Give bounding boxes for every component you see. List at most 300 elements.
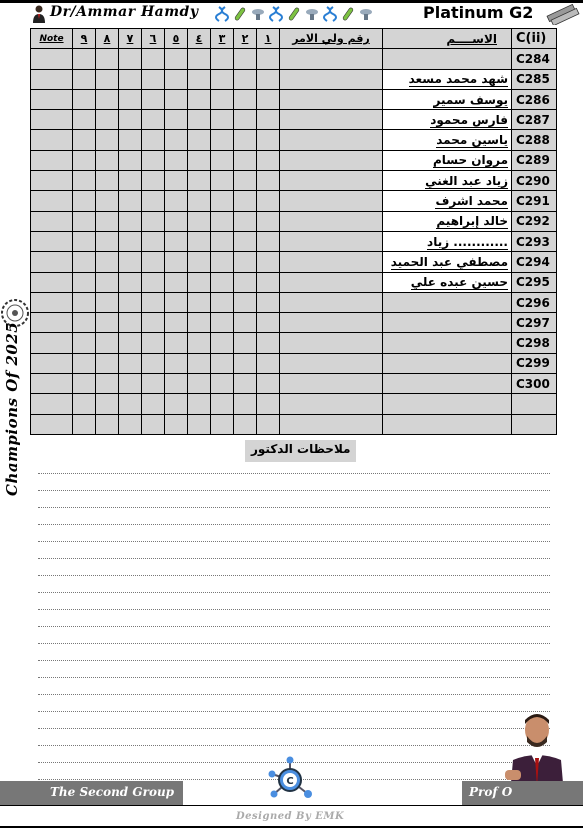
note-cell[interactable] — [31, 171, 73, 191]
lesson-cell[interactable] — [257, 252, 280, 272]
lesson-cell[interactable] — [234, 394, 257, 414]
note-line[interactable] — [38, 745, 550, 746]
student-name-cell[interactable] — [383, 333, 512, 353]
table-row — [31, 353, 557, 373]
lesson-cell[interactable] — [96, 231, 119, 251]
lesson-cell[interactable] — [211, 110, 234, 130]
lesson-cell[interactable] — [188, 414, 211, 434]
student-name-cell — [383, 211, 512, 231]
parent-phone-cell[interactable] — [280, 292, 383, 312]
lesson-cell[interactable] — [73, 313, 96, 333]
lesson-cell[interactable] — [142, 211, 165, 231]
parent-phone-cell[interactable] — [280, 191, 383, 211]
student-name-cell — [383, 150, 512, 170]
lesson-cell[interactable] — [188, 292, 211, 312]
lesson-cell[interactable] — [211, 69, 234, 89]
lesson-cell[interactable] — [257, 353, 280, 373]
lesson-cell[interactable] — [73, 89, 96, 109]
lesson-cell[interactable] — [257, 211, 280, 231]
lesson-cell[interactable] — [73, 414, 96, 434]
lesson-cell[interactable] — [119, 414, 142, 434]
lesson-cell[interactable] — [257, 110, 280, 130]
lesson-cell[interactable] — [234, 191, 257, 211]
lesson-cell[interactable] — [234, 292, 257, 312]
parent-phone-cell[interactable] — [280, 69, 383, 89]
attendance-table — [30, 28, 555, 435]
parent-phone-cell[interactable] — [280, 272, 383, 292]
lesson-cell[interactable] — [188, 89, 211, 109]
lesson-cell[interactable] — [96, 252, 119, 272]
lesson-cell[interactable] — [188, 231, 211, 251]
lesson-cell[interactable] — [165, 414, 188, 434]
table-header-row — [31, 29, 557, 49]
lesson-cell[interactable] — [234, 171, 257, 191]
lesson-cell[interactable] — [234, 414, 257, 434]
lesson-cell[interactable] — [257, 231, 280, 251]
lesson-cell[interactable] — [234, 49, 257, 69]
test-tube-icon — [341, 6, 355, 22]
note-cell[interactable] — [31, 272, 73, 292]
lesson-cell[interactable] — [165, 252, 188, 272]
note-cell[interactable] — [31, 231, 73, 251]
lesson-cell[interactable] — [96, 292, 119, 312]
note-line[interactable] — [38, 507, 550, 508]
student-code-cell: C294 — [512, 252, 557, 272]
note-line[interactable] — [38, 660, 550, 661]
lesson-cell[interactable] — [211, 414, 234, 434]
bottom-rule — [0, 826, 583, 828]
parent-phone-cell[interactable] — [280, 89, 383, 109]
table-row — [31, 231, 557, 251]
lesson-cell[interactable] — [142, 49, 165, 69]
lesson-cell[interactable] — [234, 272, 257, 292]
lesson-cell[interactable] — [211, 374, 234, 394]
note-cell[interactable] — [31, 110, 73, 130]
footer-rule — [0, 805, 583, 806]
lesson-cell[interactable] — [188, 313, 211, 333]
lesson-cell[interactable] — [96, 333, 119, 353]
lesson-cell[interactable] — [211, 292, 234, 312]
table-row — [31, 292, 557, 312]
lesson-cell[interactable] — [188, 211, 211, 231]
lesson-cell[interactable] — [96, 313, 119, 333]
lesson-cell[interactable] — [73, 394, 96, 414]
lesson-cell[interactable] — [73, 191, 96, 211]
lesson-cell[interactable] — [165, 110, 188, 130]
lesson-cell[interactable] — [142, 89, 165, 109]
lesson-cell[interactable] — [257, 414, 280, 434]
lesson-cell[interactable] — [188, 272, 211, 292]
col-header-lesson: ١ — [257, 29, 280, 49]
parent-phone-cell[interactable] — [280, 130, 383, 150]
lesson-cell[interactable] — [142, 110, 165, 130]
note-line[interactable] — [38, 609, 550, 610]
lesson-cell[interactable] — [257, 171, 280, 191]
lesson-cell[interactable] — [73, 69, 96, 89]
note-line[interactable] — [38, 558, 550, 559]
lesson-cell[interactable] — [96, 49, 119, 69]
lesson-cell[interactable] — [257, 394, 280, 414]
student-code-cell: C288 — [512, 130, 557, 150]
student-code-cell: C297 — [512, 313, 557, 333]
lesson-cell[interactable] — [142, 69, 165, 89]
note-cell[interactable] — [31, 292, 73, 312]
lesson-cell[interactable] — [73, 49, 96, 69]
lesson-cell[interactable] — [96, 272, 119, 292]
lesson-cell[interactable] — [211, 252, 234, 272]
lesson-cell[interactable] — [96, 191, 119, 211]
lesson-cell[interactable] — [142, 191, 165, 211]
note-cell[interactable] — [31, 313, 73, 333]
lesson-cell[interactable] — [119, 333, 142, 353]
lesson-cell[interactable] — [165, 231, 188, 251]
lesson-cell[interactable] — [211, 171, 234, 191]
col-header-lesson: ٤ — [188, 29, 211, 49]
student-code-cell — [512, 414, 557, 434]
lesson-cell[interactable] — [119, 110, 142, 130]
lesson-cell[interactable] — [142, 374, 165, 394]
lesson-cell[interactable] — [257, 272, 280, 292]
lesson-cell[interactable] — [119, 211, 142, 231]
student-name-cell — [383, 231, 512, 251]
lesson-cell[interactable] — [211, 333, 234, 353]
lesson-cell[interactable] — [119, 292, 142, 312]
note-cell[interactable] — [31, 374, 73, 394]
col-header-parent-phone: رقم ولي الامر — [280, 29, 383, 49]
lesson-cell[interactable] — [234, 231, 257, 251]
student-name-cell[interactable] — [383, 353, 512, 373]
note-line[interactable] — [38, 490, 550, 491]
student-code-cell: C300 — [512, 374, 557, 394]
lesson-cell[interactable] — [188, 69, 211, 89]
lesson-cell[interactable] — [188, 394, 211, 414]
lesson-cell[interactable] — [257, 49, 280, 69]
student-name-cell — [383, 130, 512, 150]
lesson-cell[interactable] — [165, 394, 188, 414]
lesson-cell[interactable] — [188, 150, 211, 170]
student-code-cell: C285 — [512, 69, 557, 89]
footer-right-label: Prof O — [469, 785, 513, 799]
lesson-cell[interactable] — [211, 353, 234, 373]
lesson-cell[interactable] — [119, 171, 142, 191]
note-cell[interactable] — [31, 394, 73, 414]
lesson-cell[interactable] — [257, 150, 280, 170]
table-row — [31, 313, 557, 333]
lesson-cell[interactable] — [119, 191, 142, 211]
lesson-cell[interactable] — [165, 292, 188, 312]
lesson-cell[interactable] — [119, 130, 142, 150]
lesson-cell[interactable] — [96, 171, 119, 191]
note-line[interactable] — [38, 728, 550, 729]
col-header-lesson: ٦ — [142, 29, 165, 49]
lesson-cell[interactable] — [73, 171, 96, 191]
student-name: زياد عبد الغني — [425, 173, 508, 188]
lesson-cell[interactable] — [257, 313, 280, 333]
lesson-cell[interactable] — [73, 333, 96, 353]
lesson-cell[interactable] — [119, 252, 142, 272]
lesson-cell[interactable] — [188, 333, 211, 353]
molecule-logo-icon — [262, 754, 322, 806]
parent-phone-cell[interactable] — [280, 374, 383, 394]
note-line[interactable] — [38, 643, 550, 644]
lesson-cell[interactable] — [96, 353, 119, 373]
lesson-cell[interactable] — [119, 353, 142, 373]
lesson-cell[interactable] — [234, 333, 257, 353]
note-line[interactable] — [38, 575, 550, 576]
table-row — [31, 211, 557, 231]
lesson-cell[interactable] — [73, 231, 96, 251]
note-cell[interactable] — [31, 89, 73, 109]
lesson-cell[interactable] — [73, 130, 96, 150]
lesson-cell[interactable] — [165, 313, 188, 333]
lesson-cell[interactable] — [234, 110, 257, 130]
lesson-cell[interactable] — [165, 130, 188, 150]
note-line[interactable] — [38, 473, 550, 474]
parent-phone-cell[interactable] — [280, 171, 383, 191]
lesson-cell[interactable] — [119, 150, 142, 170]
lesson-cell[interactable] — [119, 374, 142, 394]
note-cell[interactable] — [31, 211, 73, 231]
lesson-cell[interactable] — [119, 69, 142, 89]
lesson-cell[interactable] — [96, 69, 119, 89]
lesson-cell[interactable] — [96, 89, 119, 109]
lesson-cell[interactable] — [211, 49, 234, 69]
footer-left-label: The Second Group — [50, 785, 175, 799]
col-header-lesson: ٢ — [234, 29, 257, 49]
lesson-cell[interactable] — [234, 89, 257, 109]
lesson-cell[interactable] — [234, 150, 257, 170]
table-row — [31, 110, 557, 130]
lesson-cell[interactable] — [142, 272, 165, 292]
note-cell[interactable] — [31, 191, 73, 211]
lesson-cell[interactable] — [234, 130, 257, 150]
note-cell[interactable] — [31, 353, 73, 373]
note-cell[interactable] — [31, 252, 73, 272]
student-name-cell[interactable] — [383, 394, 512, 414]
lesson-cell[interactable] — [211, 211, 234, 231]
note-line[interactable] — [38, 711, 550, 712]
table-row — [31, 191, 557, 211]
lesson-cell[interactable] — [165, 353, 188, 373]
student-code-cell: C296 — [512, 292, 557, 312]
lesson-cell[interactable] — [257, 69, 280, 89]
lesson-cell[interactable] — [142, 252, 165, 272]
lesson-cell[interactable] — [96, 150, 119, 170]
lesson-cell[interactable] — [165, 49, 188, 69]
note-line[interactable] — [38, 626, 550, 627]
lesson-cell[interactable] — [142, 231, 165, 251]
microscope-icon — [359, 6, 373, 22]
lesson-cell[interactable] — [96, 394, 119, 414]
lesson-cell[interactable] — [165, 374, 188, 394]
student-name-cell — [383, 272, 512, 292]
lesson-cell[interactable] — [234, 313, 257, 333]
student-name: شهد محمد مسعد — [408, 72, 508, 87]
student-name-cell — [383, 252, 512, 272]
student-code-cell: C293 — [512, 231, 557, 251]
lesson-cell[interactable] — [211, 313, 234, 333]
lesson-cell[interactable] — [142, 353, 165, 373]
lesson-cell[interactable] — [165, 89, 188, 109]
lesson-cell[interactable] — [188, 191, 211, 211]
lesson-cell[interactable] — [119, 313, 142, 333]
lesson-cell[interactable] — [142, 414, 165, 434]
lesson-cell[interactable] — [234, 374, 257, 394]
lesson-cell[interactable] — [165, 333, 188, 353]
lesson-cell[interactable] — [142, 130, 165, 150]
lesson-cell[interactable] — [257, 333, 280, 353]
page-header — [0, 3, 583, 25]
lesson-cell[interactable] — [165, 211, 188, 231]
note-cell[interactable] — [31, 130, 73, 150]
parent-phone-cell[interactable] — [280, 231, 383, 251]
lesson-cell[interactable] — [234, 353, 257, 373]
svg-text:C: C — [286, 776, 294, 787]
col-header-lesson: ٣ — [211, 29, 234, 49]
parent-phone-cell[interactable] — [280, 150, 383, 170]
table-row — [31, 130, 557, 150]
parent-phone-cell[interactable] — [280, 211, 383, 231]
lesson-cell[interactable] — [188, 353, 211, 373]
lesson-cell[interactable] — [165, 150, 188, 170]
student-code-cell: C284 — [512, 49, 557, 69]
lesson-cell[interactable] — [142, 292, 165, 312]
col-header-lesson: ٥ — [165, 29, 188, 49]
lesson-cell[interactable] — [188, 171, 211, 191]
table-row — [31, 272, 557, 292]
lesson-cell[interactable] — [211, 394, 234, 414]
table-row — [31, 414, 557, 434]
student-name-cell[interactable] — [383, 292, 512, 312]
note-cell[interactable] — [31, 49, 73, 69]
lesson-cell[interactable] — [211, 191, 234, 211]
lesson-cell[interactable] — [188, 374, 211, 394]
student-name-cell[interactable] — [383, 414, 512, 434]
lesson-cell[interactable] — [165, 171, 188, 191]
lesson-cell[interactable] — [142, 150, 165, 170]
lesson-cell[interactable] — [211, 89, 234, 109]
lesson-cell[interactable] — [142, 313, 165, 333]
lesson-cell[interactable] — [96, 130, 119, 150]
table-row — [31, 333, 557, 353]
lesson-cell[interactable] — [119, 231, 142, 251]
lesson-cell[interactable] — [234, 211, 257, 231]
note-line[interactable] — [38, 541, 550, 542]
lesson-cell[interactable] — [73, 374, 96, 394]
lesson-cell[interactable] — [142, 171, 165, 191]
lesson-cell[interactable] — [119, 89, 142, 109]
student-name-cell — [383, 191, 512, 211]
lesson-cell[interactable] — [73, 272, 96, 292]
lesson-cell[interactable] — [188, 110, 211, 130]
lesson-cell[interactable] — [211, 231, 234, 251]
dna-icon — [215, 6, 229, 22]
student-code-cell: C289 — [512, 150, 557, 170]
lesson-cell[interactable] — [165, 191, 188, 211]
header-icon-strip — [215, 5, 410, 23]
lesson-cell[interactable] — [142, 333, 165, 353]
lesson-cell[interactable] — [96, 211, 119, 231]
lesson-cell[interactable] — [119, 272, 142, 292]
note-cell[interactable] — [31, 333, 73, 353]
note-line[interactable] — [38, 677, 550, 678]
lesson-cell[interactable] — [188, 130, 211, 150]
lesson-cell[interactable] — [257, 292, 280, 312]
lesson-cell[interactable] — [165, 272, 188, 292]
table-row — [31, 171, 557, 191]
lesson-cell[interactable] — [73, 353, 96, 373]
student-code-cell: C291 — [512, 191, 557, 211]
lesson-cell[interactable] — [188, 49, 211, 69]
table-row — [31, 150, 557, 170]
lesson-cell[interactable] — [119, 49, 142, 69]
note-cell[interactable] — [31, 69, 73, 89]
lesson-cell[interactable] — [73, 292, 96, 312]
student-code-cell: C292 — [512, 211, 557, 231]
student-name-cell[interactable] — [383, 49, 512, 69]
lesson-cell[interactable] — [188, 252, 211, 272]
lesson-cell[interactable] — [73, 211, 96, 231]
student-name-cell[interactable] — [383, 374, 512, 394]
note-cell[interactable] — [31, 150, 73, 170]
parent-phone-cell[interactable] — [280, 353, 383, 373]
lesson-cell[interactable] — [257, 191, 280, 211]
lesson-cell[interactable] — [96, 414, 119, 434]
lesson-cell[interactable] — [257, 89, 280, 109]
dna-icon — [269, 6, 283, 22]
lesson-cell[interactable] — [234, 252, 257, 272]
col-header-lesson: ٨ — [96, 29, 119, 49]
note-line[interactable] — [38, 694, 550, 695]
student-name: ياسين محمد — [436, 133, 508, 148]
col-header-name: الاســــم — [383, 29, 512, 49]
lesson-cell[interactable] — [142, 394, 165, 414]
note-cell[interactable] — [31, 414, 73, 434]
lesson-cell[interactable] — [211, 272, 234, 292]
lesson-cell[interactable] — [257, 374, 280, 394]
parent-phone-cell[interactable] — [280, 333, 383, 353]
lesson-cell[interactable] — [96, 374, 119, 394]
col-header-lesson: ٩ — [73, 29, 96, 49]
student-name-cell[interactable] — [383, 313, 512, 333]
student-code-cell — [512, 394, 557, 414]
note-line[interactable] — [38, 524, 550, 525]
lesson-cell[interactable] — [211, 130, 234, 150]
note-line[interactable] — [38, 592, 550, 593]
student-name: حسين عبده علي — [410, 275, 508, 290]
parent-phone-cell[interactable] — [280, 394, 383, 414]
lesson-cell[interactable] — [119, 394, 142, 414]
parent-phone-cell[interactable] — [280, 49, 383, 69]
parent-phone-cell[interactable] — [280, 110, 383, 130]
lesson-cell[interactable] — [257, 130, 280, 150]
table-row — [31, 49, 557, 69]
test-tube-icon — [233, 6, 247, 22]
lesson-cell[interactable] — [234, 69, 257, 89]
parent-phone-cell[interactable] — [280, 252, 383, 272]
parent-phone-cell[interactable] — [280, 414, 383, 434]
col-header-lesson: ٧ — [119, 29, 142, 49]
lesson-cell[interactable] — [211, 150, 234, 170]
table-row — [31, 69, 557, 89]
lesson-cell[interactable] — [73, 252, 96, 272]
parent-phone-cell[interactable] — [280, 313, 383, 333]
lesson-cell[interactable] — [165, 69, 188, 89]
lesson-cell[interactable] — [73, 110, 96, 130]
lesson-cell[interactable] — [96, 110, 119, 130]
lesson-cell[interactable] — [73, 150, 96, 170]
side-tagline: Champions Of 2025 — [3, 321, 21, 496]
